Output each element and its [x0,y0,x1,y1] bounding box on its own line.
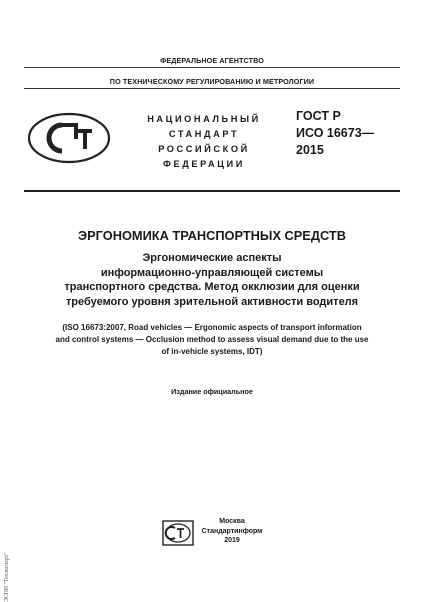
standartinform-logo-icon [162,520,194,546]
iso-line: of in-vehicle systems, IDT) [161,347,263,356]
side-watermark: ЭСПИ "Техэксперт" [4,552,10,602]
publisher-year: 2019 [224,537,240,544]
gost-line: 2015 [296,143,324,157]
gost-r-emblem-icon [26,111,112,165]
gost-line: ИСО 16673— [296,126,375,140]
agency-name-line2: ПО ТЕХНИЧЕСКОМУ РЕГУЛИРОВАНИЮ И МЕТРОЛОГИИ [109,77,315,86]
gost-designation [296,108,406,159]
header-divider-top [24,67,400,68]
standard-line: СТАНДАРТ [168,129,240,139]
standard-line: ФЕДЕРАЦИИ [163,159,245,169]
agency-name-line1: ФЕДЕРАЛЬНОЕ АГЕНТСТВО [160,56,264,65]
publisher-imprint [196,517,268,546]
subtitle-line: транспортного средства. Метод окклюзии для оценки [64,281,360,293]
publisher-name: Стандартинформ [201,527,263,535]
document-title: ЭРГОНОМИКА ТРАНСПОРТНЫХ СРЕДСТВ [78,228,346,243]
subtitle-line: требуемого уровня зрительной активности водителя [65,295,359,308]
subtitle-line: информационно-управляющей системы [100,266,324,279]
national-standard-block [140,112,268,172]
subtitle-line: Эргономические аспекты [142,252,282,264]
standard-line: РОССИЙСКОЙ [158,144,250,154]
publisher-city: Москва [219,518,245,525]
document-subtitle [40,251,384,309]
gost-line: ГОСТ Р [296,109,341,123]
edition-label: Издание официальное [171,387,253,396]
title-divider [24,190,400,192]
iso-line: and control systems — Occlusion method to assess visual demand due to the use [55,335,369,344]
standard-line: НАЦИОНАЛЬНЫЙ [147,114,261,124]
iso-reference [24,322,400,358]
header-divider-middle [24,88,400,89]
iso-line: (ISO 16673:2007, Road vehicles — Ergonomic aspects of transport information [62,323,362,332]
